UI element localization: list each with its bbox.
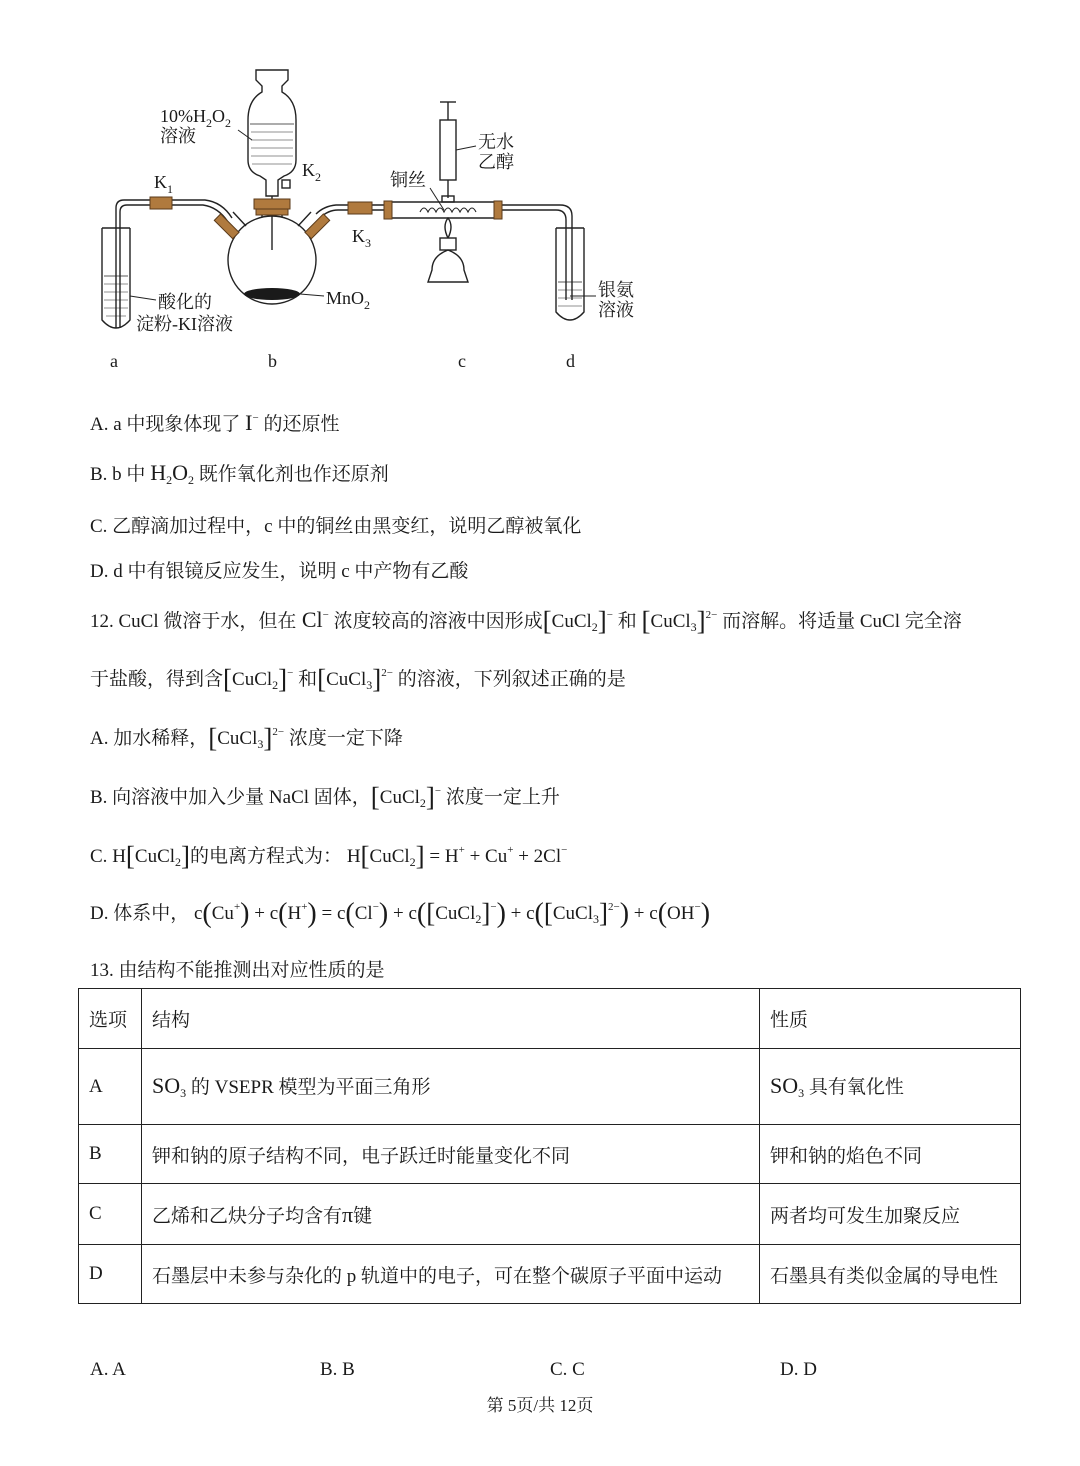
q11-option-d: D. d 中有银镜反应发生，说明 c 中产物有乙酸 — [90, 561, 469, 582]
label-c: c — [458, 351, 466, 371]
h2o2-label: $10\%H_2O_2$ — [160, 106, 231, 130]
label-b: b — [268, 351, 277, 371]
stopper-right — [305, 214, 330, 239]
q13-stem: 13. 由结构不能推测出对应性质的是 — [90, 960, 385, 981]
header-property: 性质 — [760, 989, 1021, 1049]
q13-choice-c: C. C — [550, 1359, 585, 1380]
q11-option-a: A. a 中现象体现了 I− 的还原性 — [90, 410, 340, 435]
stopper-left — [214, 214, 239, 239]
alcohol-lamp — [428, 250, 468, 282]
k2-label: $K_2$ — [302, 160, 321, 184]
k1-label: $K_1$ — [154, 172, 173, 196]
ethanol-label: 乙醇 — [478, 152, 514, 172]
starch-ki-label: 淀粉-KI溶液 — [136, 314, 233, 334]
page-footer: 第 5页/共 12页 — [486, 1396, 594, 1415]
copper-wire-label: 铜丝 — [390, 170, 426, 190]
table-row: D 石墨层中未参与杂化的 p 轨道中的电子，可在整个碳原子平面中运动 石墨具有类似金属的导电性 — [79, 1245, 1021, 1304]
table-row: B 钾和钠的原子结构不同，电子跃迁时能量变化不同 钾和钠的焰色不同 — [79, 1125, 1021, 1184]
q13-choice-a: A. A — [90, 1359, 126, 1380]
q11-option-b: B. b 中 $H_2O_2$ 既作氧化剂也作还原剂 — [90, 460, 389, 487]
q12-option-b: B. 向溶液中加入少量 NaCl 固体，[CuCl$_2$]− 浓度一定上升 — [90, 782, 560, 812]
q13-choice-b: B. B — [320, 1359, 355, 1380]
q12-stem-line1: 12. CuCl 微溶于水，但在 Cl− 浓度较高的溶液中因形成[CuCl$_2$]− 和 [CuCl$_3$]$^{2-}$ 而溶解。将适量 CuCl 完全溶 — [90, 606, 962, 636]
copper-coil — [420, 208, 476, 212]
q13-choice-d: D. D — [780, 1359, 817, 1380]
q13-table — [78, 988, 1021, 1304]
clamp-k3 — [348, 202, 372, 214]
silver-ammonia-label: 银氨 — [598, 280, 634, 300]
table-row: C 乙烯和乙炔分子均含有π键 两者均可发生加聚反应 — [79, 1184, 1021, 1245]
label-d: d — [566, 351, 575, 371]
acidified-label: 酸化的 — [158, 292, 212, 312]
q11-option-c: C. 乙醇滴加过程中，c 中的铜丝由黑变红，说明乙醇被氧化 — [90, 516, 582, 537]
stopper-center — [254, 199, 290, 209]
anhydrous-label: 无水 — [478, 132, 514, 152]
mno2-solid — [244, 288, 300, 300]
k3-label: $K_3$ — [352, 226, 371, 250]
separating-funnel — [248, 70, 296, 196]
apparatus-diagram — [0, 40, 1080, 380]
q12-option-a: A. 加水稀释，[CuCl$_3$]$^{2-}$ 浓度一定下降 — [90, 723, 403, 753]
q12-option-d: D. 体系中， c(Cu+) + c(H+) = c(Cl−) + c([CuCl$_2$]−) + c([CuCl$_3$]$^{2-}$) + c(OH−) — [90, 898, 711, 929]
label-a: a — [110, 351, 118, 371]
table-header-row — [79, 989, 1021, 1049]
header-structure: 结构 — [142, 989, 760, 1049]
header-option: 选项 — [79, 989, 142, 1049]
h2o2-solution-label: 溶液 — [160, 126, 196, 146]
table-row: A $SO_3$ 的 VSEPR 模型为平面三角形 $SO_3$ 具有氧化性 — [79, 1049, 1021, 1125]
clamp-k1 — [150, 197, 172, 209]
syringe — [440, 120, 456, 180]
mno2-label: MnO$_2$ — [326, 288, 371, 312]
silver-solution-label: 溶液 — [598, 300, 634, 320]
q12-option-c: C. H[CuCl$_2$]的电离方程式为： H[CuCl$_2$] = H+ + Cu+ + 2Cl− — [90, 841, 568, 871]
q12-stem-line2: 于盐酸，得到含[CuCl$_2$]− 和[CuCl$_3$]$^{2-}$ 的溶液，下列叙述正确的是 — [90, 664, 626, 694]
